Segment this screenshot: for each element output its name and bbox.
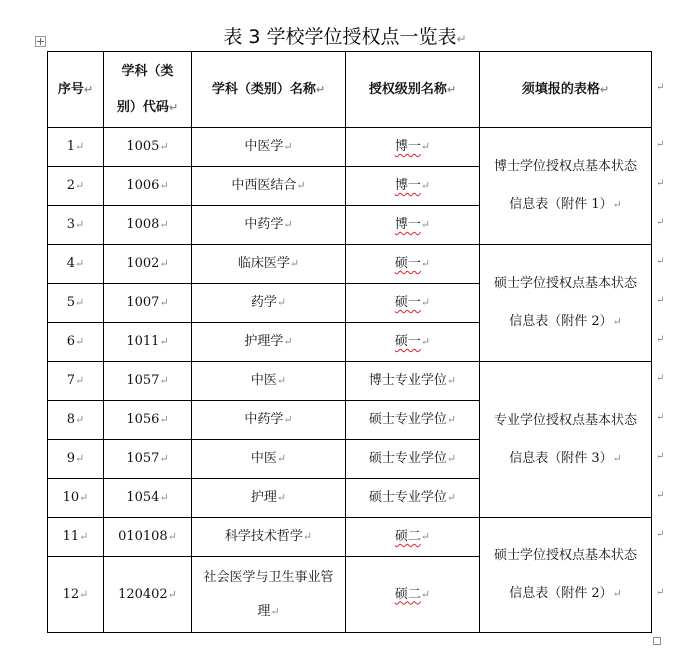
- row-end-mark-icon: ↵: [656, 139, 665, 150]
- cell-level-text: 博士专业学位: [368, 373, 447, 388]
- paragraph-mark-icon: ↵: [446, 452, 457, 465]
- cell-name-text: 中医: [250, 451, 277, 466]
- paragraph-mark-icon: ↵: [159, 452, 169, 465]
- cell-level-text: 硕士专业学位: [368, 412, 447, 427]
- cell-form-text: 硕士学位授权点基本状态信息表（附件 2）: [493, 276, 637, 329]
- paragraph-mark-icon: ↵: [159, 218, 169, 231]
- paragraph-mark-icon: ↵: [420, 587, 431, 601]
- paragraph-mark-icon: ↵: [159, 335, 169, 348]
- cell-code-text: 1011: [126, 334, 160, 349]
- cell-seq-text: 10: [62, 490, 80, 505]
- paragraph-mark-icon: ↵: [75, 413, 85, 426]
- cell-seq-text: 9: [66, 451, 76, 466]
- row-end-mark-icon: ↵: [656, 373, 665, 384]
- paragraph-mark-icon: ↵: [302, 530, 313, 543]
- paragraph-mark-icon: ↵: [75, 218, 85, 231]
- cell-level-text: 硕二: [394, 586, 421, 602]
- table-end-marker: [653, 637, 661, 645]
- cell-name: [192, 284, 346, 323]
- cell-level-text: 硕一: [394, 334, 421, 349]
- paragraph-mark-icon: ↵: [276, 296, 287, 309]
- cell-code-text: 1008: [126, 217, 160, 232]
- cell-code: [104, 128, 192, 167]
- row-end-mark-icon: ↵: [656, 490, 665, 501]
- cell-name: [192, 518, 346, 557]
- row-end-mark-icon: ↵: [656, 256, 665, 267]
- paragraph-mark-icon: ↵: [75, 296, 85, 309]
- header-row: [48, 52, 652, 128]
- cell-level: [346, 362, 480, 401]
- cell-name-text: 中西医结合: [231, 178, 297, 193]
- cell-seq: [48, 479, 104, 518]
- cell-code: [104, 206, 192, 245]
- cell-form-text: 专业学位授权点基本状态信息表（附件 3）: [493, 412, 637, 466]
- paragraph-mark-icon: ↵: [79, 491, 89, 504]
- paragraph-mark-icon: ↵: [159, 491, 169, 504]
- cell-level: [346, 284, 480, 323]
- row-end-mark-icon: ↵: [656, 529, 665, 540]
- cell-form: [480, 362, 652, 518]
- paragraph-mark-icon: ↵: [167, 530, 177, 543]
- cell-code-text: 1057: [126, 373, 160, 388]
- table-move-handle-icon[interactable]: [35, 36, 46, 47]
- cell-code: [104, 167, 192, 206]
- cell-code: [104, 245, 192, 284]
- paragraph-mark-icon: ↵: [75, 140, 85, 153]
- cell-code: [104, 518, 192, 557]
- cell-name: [192, 479, 346, 518]
- row-end-mark-icon: ↵: [656, 217, 665, 228]
- table-row: [48, 245, 652, 284]
- cell-seq: [48, 128, 104, 167]
- header-seq: 序号↵: [48, 52, 104, 128]
- row-end-mark-icon: ↵: [656, 178, 665, 189]
- paragraph-mark-icon: ↵: [79, 530, 89, 543]
- cell-name-text: 护理学: [244, 334, 284, 349]
- cell-name-text: 中医: [250, 373, 277, 388]
- paragraph-mark-icon: ↵: [296, 179, 306, 192]
- cell-level-text: 博一: [394, 217, 421, 232]
- cell-name: [192, 245, 346, 284]
- row-end-mark-icon: ↵: [656, 81, 665, 93]
- cell-name-text: 中药学: [244, 412, 284, 427]
- cell-seq: [48, 245, 104, 284]
- cell-code: [104, 362, 192, 401]
- paragraph-mark-icon: ↵: [276, 491, 287, 504]
- paragraph-mark-icon: ↵: [612, 451, 622, 465]
- paragraph-mark-icon: ↵: [75, 179, 85, 192]
- paragraph-mark-icon: ↵: [75, 374, 85, 387]
- cell-seq-text: 8: [66, 412, 76, 427]
- cell-seq-text: 12: [62, 586, 80, 602]
- row-end-mark-icon: ↵: [656, 451, 665, 462]
- cell-level-text: 博一: [394, 178, 421, 193]
- table-row: [48, 518, 652, 557]
- table-body: [48, 128, 652, 633]
- paragraph-mark-icon: ↵: [612, 587, 622, 600]
- paragraph-mark-icon: ↵: [79, 587, 89, 601]
- cell-level-text: 硕士专业学位: [368, 490, 447, 505]
- paragraph-mark-icon: ↵: [159, 374, 169, 387]
- row-end-mark-icon: ↵: [656, 412, 665, 423]
- paragraph-mark-icon: ↵: [420, 218, 431, 231]
- paragraph-mark-icon: ↵: [420, 179, 431, 192]
- cell-level-text: 硕一: [394, 295, 421, 310]
- cell-form: [480, 128, 652, 245]
- paragraph-mark-icon: ↵: [289, 257, 300, 270]
- cell-name: [192, 557, 346, 633]
- cell-level: [346, 167, 480, 206]
- cell-form-text: 硕士学位授权点基本状态信息表（附件 2）: [493, 548, 637, 601]
- paragraph-mark-icon: ↵: [276, 452, 287, 465]
- cell-code: [104, 440, 192, 479]
- cell-code: [104, 557, 192, 633]
- cell-seq: [48, 167, 104, 206]
- cell-level: [346, 245, 480, 284]
- cell-seq: [48, 362, 104, 401]
- cell-level-text: 博一: [394, 139, 421, 154]
- paragraph-mark-icon: ↵: [159, 413, 169, 426]
- cell-name-text: 中医学: [244, 139, 284, 154]
- title-text: 表 3 学校学位授权点一览表: [223, 26, 457, 48]
- cell-level: [346, 206, 480, 245]
- paragraph-mark-icon: ↵: [75, 335, 85, 348]
- cell-code: [104, 284, 192, 323]
- header-name: 学科（类别）名称↵: [192, 52, 346, 128]
- cell-name-text: 科学技术哲学: [224, 529, 303, 544]
- paragraph-mark-icon: ↵: [270, 604, 280, 618]
- cell-name: [192, 323, 346, 362]
- table-row: [48, 362, 652, 401]
- paragraph-mark-icon: ↵: [283, 335, 293, 348]
- paragraph-mark-icon: ↵: [159, 257, 169, 270]
- cell-seq-text: 6: [66, 334, 76, 349]
- row-end-mark-icon: ↵: [656, 295, 665, 306]
- row-end-mark-icon: ↵: [656, 334, 665, 345]
- cell-seq: [48, 557, 104, 633]
- cell-seq-text: 2: [66, 178, 76, 193]
- cell-name-text: 社会医学与卫生事业管理: [203, 569, 334, 619]
- cell-code-text: 1056: [126, 412, 160, 427]
- cell-seq-text: 4: [66, 256, 76, 271]
- cell-name-text: 临床医学: [237, 256, 290, 271]
- cell-level-text: 硕二: [394, 529, 421, 544]
- cell-code-text: 010108: [118, 529, 168, 544]
- paragraph-mark-icon: ↵: [456, 32, 467, 46]
- paragraph-mark-icon: ↵: [420, 140, 431, 153]
- cell-seq: [48, 401, 104, 440]
- cell-name: [192, 128, 346, 167]
- paragraph-mark-icon: ↵: [420, 296, 431, 309]
- cell-seq: [48, 323, 104, 362]
- paragraph-mark-icon: ↵: [446, 491, 457, 504]
- cell-code-text: 1007: [126, 295, 160, 310]
- cell-seq-text: 7: [66, 373, 76, 388]
- cell-code-text: 1002: [126, 256, 160, 271]
- cell-seq: [48, 518, 104, 557]
- cell-form-text: 博士学位授权点基本状态信息表（附件 1）: [493, 159, 637, 212]
- cell-code-text: 1005: [126, 139, 160, 154]
- header-code: 学科（类别）代码↵: [104, 52, 192, 128]
- cell-seq-text: 3: [66, 217, 76, 232]
- cell-name: [192, 401, 346, 440]
- cell-level-text: 硕一: [394, 256, 421, 271]
- cell-code-text: 120402: [118, 586, 168, 602]
- cell-name: [192, 206, 346, 245]
- paragraph-mark-icon: ↵: [159, 140, 169, 153]
- paragraph-mark-icon: ↵: [612, 198, 622, 211]
- cell-seq: [48, 206, 104, 245]
- cell-code-text: 1054: [126, 490, 160, 505]
- paragraph-mark-icon: ↵: [420, 530, 431, 543]
- cell-form: [480, 518, 652, 633]
- paragraph-mark-icon: ↵: [446, 374, 457, 387]
- cell-level: [346, 557, 480, 633]
- paragraph-mark-icon: ↵: [283, 413, 293, 426]
- paragraph-mark-icon: ↵: [167, 587, 177, 601]
- table-title: [0, 22, 690, 49]
- cell-level: [346, 323, 480, 362]
- paragraph-mark-icon: ↵: [420, 335, 431, 348]
- paragraph-mark-icon: ↵: [612, 315, 622, 328]
- cell-name: [192, 440, 346, 479]
- header-form: 须填报的表格↵: [480, 52, 652, 128]
- cell-form: [480, 245, 652, 362]
- cell-seq-text: 11: [62, 529, 80, 544]
- cell-level: [346, 128, 480, 167]
- header-level: 授权级别名称↵: [346, 52, 480, 128]
- cell-name-text: 中药学: [244, 217, 284, 232]
- cell-code-text: 1006: [126, 178, 160, 193]
- paragraph-mark-icon: ↵: [159, 296, 169, 309]
- cell-name-text: 护理: [250, 490, 277, 505]
- degree-authorization-table: [47, 51, 652, 633]
- cell-level: [346, 518, 480, 557]
- cell-code-text: 1057: [126, 451, 160, 466]
- cell-seq: [48, 440, 104, 479]
- cell-seq: [48, 284, 104, 323]
- table-row: [48, 128, 652, 167]
- paragraph-mark-icon: ↵: [446, 413, 457, 426]
- cell-seq-text: 1: [66, 139, 76, 154]
- paragraph-mark-icon: ↵: [283, 218, 293, 231]
- paragraph-mark-icon: ↵: [75, 257, 85, 270]
- row-end-mark-icon: ↵: [656, 586, 665, 598]
- cell-code: [104, 323, 192, 362]
- paragraph-mark-icon: ↵: [420, 257, 431, 270]
- cell-code: [104, 479, 192, 518]
- cell-level: [346, 479, 480, 518]
- cell-seq-text: 5: [66, 295, 76, 310]
- cell-code: [104, 401, 192, 440]
- paragraph-mark-icon: ↵: [75, 452, 85, 465]
- cell-name: [192, 167, 346, 206]
- cell-level: [346, 401, 480, 440]
- paragraph-mark-icon: ↵: [283, 140, 293, 153]
- cell-level-text: 硕士专业学位: [368, 451, 447, 466]
- cell-name: [192, 362, 346, 401]
- paragraph-mark-icon: ↵: [276, 374, 287, 387]
- cell-level: [346, 440, 480, 479]
- paragraph-mark-icon: ↵: [159, 179, 169, 192]
- cell-name-text: 药学: [250, 295, 277, 310]
